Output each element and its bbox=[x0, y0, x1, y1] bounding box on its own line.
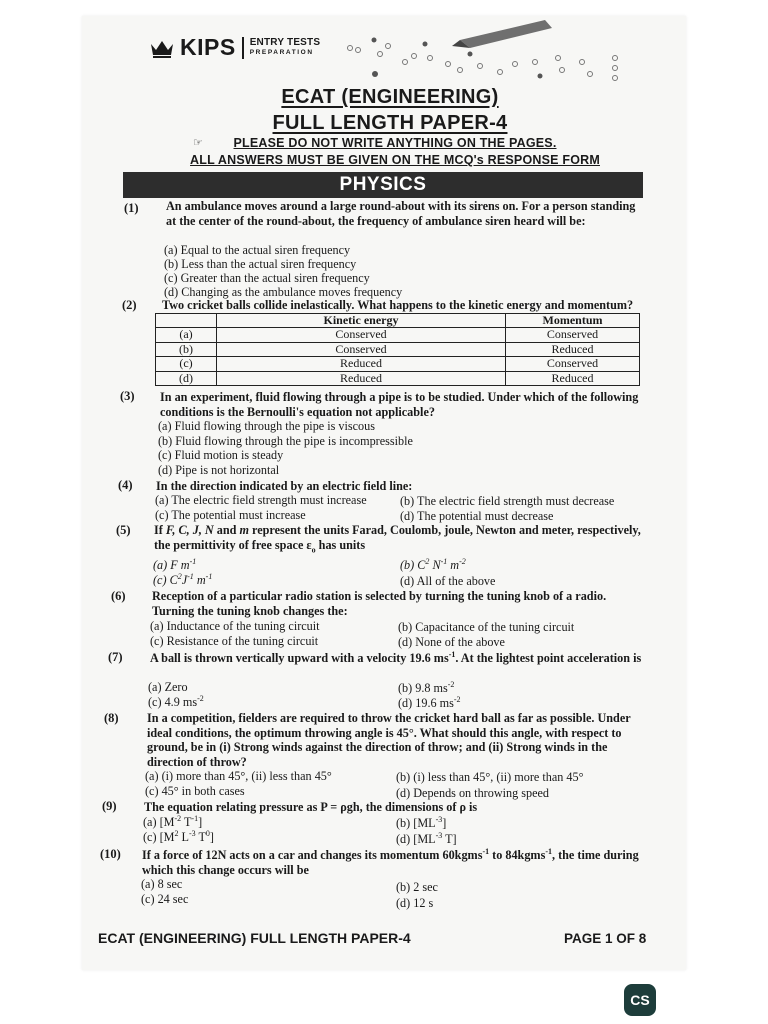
question-number: (8) bbox=[104, 711, 119, 725]
kinetic-energy-table bbox=[155, 313, 640, 386]
question-number: (9) bbox=[102, 799, 117, 813]
question-number: (5) bbox=[116, 523, 131, 537]
question-stem: An ambulance moves around a large round-about with its sirens on. For a person standing at the center of the round-about, the frequency of ambulance siren heard will be: bbox=[166, 199, 636, 228]
section-header: PHYSICS bbox=[123, 172, 643, 198]
option-b: (b) The electric field strength must decrease bbox=[400, 494, 615, 508]
option-b: (b) Fluid flowing through the pipe is incompressible bbox=[158, 434, 413, 448]
question-stem: In the direction indicated by an electric field line: bbox=[156, 479, 413, 493]
paper-title: FULL LENGTH PAPER-4 bbox=[272, 112, 508, 134]
option-a: (a) Zero bbox=[148, 680, 188, 694]
page-number: PAGE 1 OF 8 bbox=[564, 931, 647, 946]
answer-sheet-pen-graphic bbox=[330, 18, 630, 88]
question-number: (1) bbox=[124, 201, 139, 215]
option-b: (b) (i) less than 45°, (ii) more than 45° bbox=[396, 770, 584, 784]
table-header-row: Kinetic energy Momentum bbox=[156, 314, 640, 328]
logo-divider bbox=[242, 37, 244, 59]
option-a: (a) (i) more than 45°, (ii) less than 45° bbox=[145, 769, 332, 783]
kips-logo bbox=[148, 34, 320, 61]
option-d: (d) Pipe is not horizontal bbox=[158, 463, 280, 477]
option-a: (a) Fluid flowing through the pipe is viscous bbox=[158, 419, 375, 433]
option-c: (c) Resistance of the tuning circuit bbox=[150, 634, 319, 648]
notice-line-2: ALL ANSWERS MUST BE GIVEN ON THE MCQ's RESPONSE FORM bbox=[190, 153, 600, 167]
pointing-hand-icon: ☞ bbox=[193, 137, 203, 149]
option-b: (b) 2 sec bbox=[396, 880, 438, 894]
footer-title: ECAT (ENGINEERING) FULL LENGTH PAPER-4 bbox=[98, 930, 411, 946]
option-c: (c) $C^2J^{-1}$ $m^{-1}$ bbox=[153, 571, 213, 587]
option-a: (a) Equal to the actual siren frequency bbox=[164, 243, 351, 257]
option-b: (b) 9.8 $ms^{-2}$ bbox=[398, 679, 455, 695]
option-c: (c) Fluid motion is steady bbox=[158, 448, 284, 462]
option-c: (c) [$M^2$ $L^{-3}$ $T^0$] bbox=[143, 828, 214, 844]
question-stem: The equation relating pressure as P = ρgh, the dimensions of ρ is bbox=[144, 800, 478, 814]
option-d: (d) Depends on throwing speed bbox=[396, 786, 549, 800]
question-number: (10) bbox=[100, 847, 121, 861]
question-stem: In an experiment, fluid flowing through a pipe is to be studied. Under which of the following conditions is the Bernoulli's equation not applicable? bbox=[160, 390, 639, 419]
camscanner-badge-icon[interactable]: CS bbox=[624, 984, 656, 1016]
option-a: (a) [$M^{-2}$ $T^{-1}$] bbox=[143, 813, 203, 829]
option-b: (b) Capacitance of the tuning circuit bbox=[398, 620, 575, 634]
option-a: (a) The electric field strength must increase bbox=[155, 493, 367, 507]
question-stem: Reception of a particular radio station is selected by turning the tuning knob of a radio. Turning the tuning knob changes the: bbox=[152, 589, 607, 618]
table-row: (d) Reduced Reduced bbox=[156, 371, 640, 385]
question-stem: In a competition, fielders are required to throw the cricket hard ball as far as possible. Under ideal conditions, the optimum throwing angle is 45°. What should this angle, with respect to ground, be in (i) Strong winds against the direction of throw; and (ii) Strong winds in the direction of throw? bbox=[147, 711, 631, 769]
option-d: (d) 19.6 $ms^{-2}$ bbox=[398, 694, 461, 710]
option-a: (a) F $m^{-1}$ bbox=[153, 556, 197, 572]
question-number: (2) bbox=[122, 298, 137, 312]
exam-title: ECAT (ENGINEERING) bbox=[281, 86, 499, 108]
question-stem: Two cricket balls collide inelastically. What happens to the kinetic energy and momentum? bbox=[162, 298, 634, 312]
question-stem: If a force of 12N acts on a car and changes its momentum 60kgms$^{-1}$ to 84kgms$^{-1}$, the time during which this change occurs will be bbox=[142, 846, 639, 877]
option-c: (c) 24 sec bbox=[141, 892, 189, 906]
option-d: (d) The potential must decrease bbox=[400, 509, 554, 523]
crown-icon bbox=[148, 37, 176, 59]
option-a: (a) 8 sec bbox=[141, 877, 183, 891]
option-c: (c) Greater than the actual siren frequency bbox=[164, 271, 370, 285]
notice-line-1: PLEASE DO NOT WRITE ANYTHING ON THE PAGES. bbox=[233, 136, 557, 150]
table-row: (a) Conserved Conserved bbox=[156, 328, 640, 342]
option-d: (d) None of the above bbox=[398, 635, 505, 649]
table-row: (c) Reduced Conserved bbox=[156, 357, 640, 371]
option-d: (d) 12 s bbox=[396, 896, 434, 910]
option-d: (d) [$ML^{-3}$ T] bbox=[396, 830, 457, 846]
question-number: (7) bbox=[108, 650, 123, 664]
option-a: (a) Inductance of the tuning circuit bbox=[150, 619, 320, 633]
logo-subtitle: ENTRY TESTS PREPARATION bbox=[249, 37, 321, 57]
option-d: (d) Changing as the ambulance moves frequency bbox=[164, 285, 403, 299]
question-stem: A ball is thrown vertically upward with a velocity 19.6 $ms^{-1}$. At the lightest point acceleration is bbox=[150, 649, 642, 665]
option-c: (c) 45° in both cases bbox=[145, 784, 245, 798]
question-stem: If F, C, J, N and m represent the units Farad, Coulomb, joule, Newton and meter, respectively, the permittivity of free space $\varepsilon_o$ has units bbox=[154, 523, 641, 555]
logo-text: KIPS bbox=[180, 34, 236, 60]
option-b: (b) $[ML^{-3}]$ bbox=[396, 814, 447, 830]
question-number: (3) bbox=[120, 389, 135, 403]
option-b: (b) Less than the actual siren frequency bbox=[164, 257, 357, 271]
option-c: (c) The potential must increase bbox=[155, 508, 306, 522]
question-number: (6) bbox=[111, 589, 126, 603]
option-c: (c) 4.9 $ms^{-2}$ bbox=[148, 693, 204, 709]
question-number: (4) bbox=[118, 478, 133, 492]
table-row: (b) Conserved Reduced bbox=[156, 342, 640, 356]
option-b: (b) $C^2$ $N^{-1}$ $m^{-2}$ bbox=[400, 556, 466, 572]
option-d: (d) All of the above bbox=[400, 574, 496, 588]
